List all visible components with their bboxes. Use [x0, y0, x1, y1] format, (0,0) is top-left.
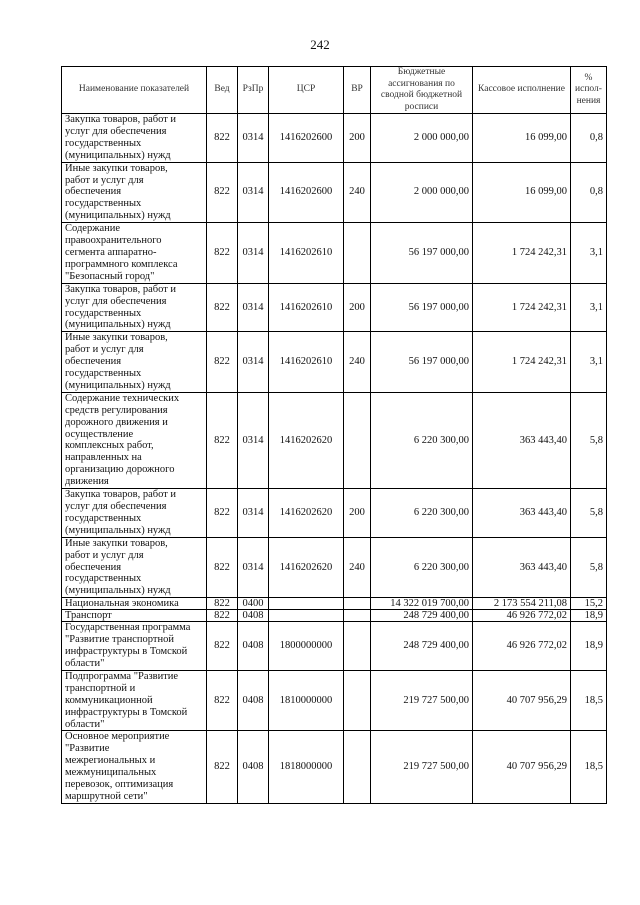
row-executed-cell: 16 099,00: [473, 162, 571, 223]
row-csr-cell: 1416202620: [269, 489, 344, 538]
row-executed-cell: 1 724 242,31: [473, 332, 571, 393]
row-rzpr-cell: 0314: [238, 223, 269, 284]
row-rzpr-cell: 0314: [238, 114, 269, 163]
row-assigned-cell: 219 727 500,00: [371, 670, 473, 731]
row-vr-cell: 200: [344, 114, 371, 163]
row-rzpr-cell: 0314: [238, 162, 269, 223]
header-ved: Вед: [207, 67, 238, 114]
row-assigned-cell: 248 729 400,00: [371, 622, 473, 671]
row-csr-cell: 1416202610: [269, 283, 344, 332]
row-csr-cell: 1416202600: [269, 162, 344, 223]
row-rzpr-cell: 0408: [238, 731, 269, 803]
row-name-cell: Содержание правоохранительного сегмента аппаратно- программного комплекса "Безопасный город": [62, 223, 207, 284]
row-percent-cell: 5,8: [571, 537, 607, 598]
row-rzpr-cell: 0408: [238, 622, 269, 671]
page-number: 242: [310, 37, 330, 52]
row-ved-cell: 822: [207, 537, 238, 598]
row-ved-cell: 822: [207, 489, 238, 538]
row-ved-cell: 822: [207, 731, 238, 803]
budget-table: [61, 66, 607, 804]
row-csr-cell: 1818000000: [269, 731, 344, 803]
row-vr-cell: [344, 598, 371, 610]
row-vr-cell: [344, 392, 371, 488]
row-csr-cell: 1416202610: [269, 332, 344, 393]
row-rzpr-cell: 0314: [238, 537, 269, 598]
row-csr-cell: 1416202620: [269, 392, 344, 488]
row-rzpr-cell: 0314: [238, 489, 269, 538]
row-vr-cell: [344, 731, 371, 803]
row-rzpr-cell: 0314: [238, 332, 269, 393]
table-row: [62, 537, 607, 598]
table-row: [62, 622, 607, 671]
row-assigned-cell: 6 220 300,00: [371, 537, 473, 598]
row-ved-cell: 822: [207, 162, 238, 223]
table-row: [62, 731, 607, 803]
row-csr-cell: 1810000000: [269, 670, 344, 731]
table-row: [62, 598, 607, 610]
row-assigned-cell: 6 220 300,00: [371, 392, 473, 488]
row-name-cell: Государственная программа "Развитие транспортной инфраструктуры в Томской области": [62, 622, 207, 671]
row-ved-cell: 822: [207, 223, 238, 284]
table-row: [62, 670, 607, 731]
row-executed-cell: 40 707 956,29: [473, 670, 571, 731]
table-row: [62, 223, 607, 284]
row-ved-cell: 822: [207, 670, 238, 731]
row-ved-cell: 822: [207, 622, 238, 671]
row-assigned-cell: 6 220 300,00: [371, 489, 473, 538]
row-vr-cell: 200: [344, 283, 371, 332]
row-executed-cell: 1 724 242,31: [473, 283, 571, 332]
row-vr-cell: 240: [344, 162, 371, 223]
row-name-cell: Закупка товаров, работ и услуг для обеспечения государственных (муниципальных) нужд: [62, 283, 207, 332]
row-executed-cell: 2 173 554 211,08: [473, 598, 571, 610]
row-executed-cell: 46 926 772,02: [473, 610, 571, 622]
row-percent-cell: 0,8: [571, 162, 607, 223]
row-ved-cell: 822: [207, 598, 238, 610]
header-name: Наименование показателей: [62, 67, 207, 114]
row-ved-cell: 822: [207, 283, 238, 332]
row-vr-cell: [344, 610, 371, 622]
row-vr-cell: 200: [344, 489, 371, 538]
row-assigned-cell: 56 197 000,00: [371, 332, 473, 393]
row-assigned-cell: 219 727 500,00: [371, 731, 473, 803]
header-vr: ВР: [344, 67, 371, 114]
row-rzpr-cell: 0314: [238, 283, 269, 332]
row-csr-cell: 1416202610: [269, 223, 344, 284]
row-rzpr-cell: 0314: [238, 392, 269, 488]
row-name-cell: Основное мероприятие "Развитие межрегиональных и межмуниципальных перевозок, оптимизация маршрутной сети": [62, 731, 207, 803]
row-name-cell: Иные закупки товаров, работ и услуг для обеспечения государственных (муниципальных) нужд: [62, 537, 207, 598]
table-row: [62, 489, 607, 538]
header-assigned: Бюджетные ассигнования по сводной бюджетной росписи: [371, 67, 473, 114]
row-percent-cell: 3,1: [571, 283, 607, 332]
row-rzpr-cell: 0408: [238, 670, 269, 731]
row-name-cell: Транспорт: [62, 610, 207, 622]
table-row: [62, 610, 607, 622]
row-csr-cell: 1800000000: [269, 622, 344, 671]
row-executed-cell: 16 099,00: [473, 114, 571, 163]
row-percent-cell: 15,2: [571, 598, 607, 610]
row-name-cell: Подпрограмма "Развитие транспортной и коммуникационной инфраструктуры в Томской области": [62, 670, 207, 731]
row-assigned-cell: 14 322 019 700,00: [371, 598, 473, 610]
row-name-cell: Содержание технических средств регулирования дорожного движения и осуществление комплексных работ, направленных на организацию дорожного движения: [62, 392, 207, 488]
row-name-cell: Закупка товаров, работ и услуг для обеспечения государственных (муниципальных) нужд: [62, 489, 207, 538]
row-percent-cell: 18,9: [571, 622, 607, 671]
row-executed-cell: 363 443,40: [473, 489, 571, 538]
row-ved-cell: 822: [207, 610, 238, 622]
row-name-cell: Иные закупки товаров, работ и услуг для обеспечения государственных (муниципальных) нужд: [62, 162, 207, 223]
row-executed-cell: 40 707 956,29: [473, 731, 571, 803]
row-vr-cell: [344, 622, 371, 671]
row-rzpr-cell: 0400: [238, 598, 269, 610]
row-ved-cell: 822: [207, 332, 238, 393]
row-assigned-cell: 56 197 000,00: [371, 283, 473, 332]
row-percent-cell: 18,5: [571, 670, 607, 731]
table-row: [62, 114, 607, 163]
table-row: [62, 162, 607, 223]
row-assigned-cell: 248 729 400,00: [371, 610, 473, 622]
row-csr-cell: 1416202600: [269, 114, 344, 163]
row-rzpr-cell: 0408: [238, 610, 269, 622]
row-name-cell: Закупка товаров, работ и услуг для обеспечения государственных (муниципальных) нужд: [62, 114, 207, 163]
row-percent-cell: 3,1: [571, 223, 607, 284]
header-percent: % испол-нения: [571, 67, 607, 114]
row-executed-cell: 46 926 772,02: [473, 622, 571, 671]
row-vr-cell: [344, 670, 371, 731]
row-assigned-cell: 2 000 000,00: [371, 114, 473, 163]
row-ved-cell: 822: [207, 392, 238, 488]
table-row: [62, 392, 607, 488]
row-executed-cell: 363 443,40: [473, 392, 571, 488]
row-percent-cell: 18,5: [571, 731, 607, 803]
header-executed: Кассовое исполнение: [473, 67, 571, 114]
row-percent-cell: 18,9: [571, 610, 607, 622]
row-vr-cell: [344, 223, 371, 284]
row-executed-cell: 1 724 242,31: [473, 223, 571, 284]
row-percent-cell: 5,8: [571, 392, 607, 488]
row-executed-cell: 363 443,40: [473, 537, 571, 598]
row-percent-cell: 0,8: [571, 114, 607, 163]
row-percent-cell: 5,8: [571, 489, 607, 538]
row-csr-cell: 1416202620: [269, 537, 344, 598]
row-csr-cell: [269, 610, 344, 622]
table-header-row: [62, 67, 607, 114]
row-csr-cell: [269, 598, 344, 610]
row-name-cell: Иные закупки товаров, работ и услуг для обеспечения государственных (муниципальных) нужд: [62, 332, 207, 393]
row-percent-cell: 3,1: [571, 332, 607, 393]
row-vr-cell: 240: [344, 537, 371, 598]
row-assigned-cell: 56 197 000,00: [371, 223, 473, 284]
row-assigned-cell: 2 000 000,00: [371, 162, 473, 223]
row-vr-cell: 240: [344, 332, 371, 393]
header-rzpr: РзПр: [238, 67, 269, 114]
table-body: [62, 114, 607, 804]
table-row: [62, 332, 607, 393]
row-ved-cell: 822: [207, 114, 238, 163]
table-row: [62, 283, 607, 332]
header-csr: ЦСР: [269, 67, 344, 114]
row-name-cell: Национальная экономика: [62, 598, 207, 610]
